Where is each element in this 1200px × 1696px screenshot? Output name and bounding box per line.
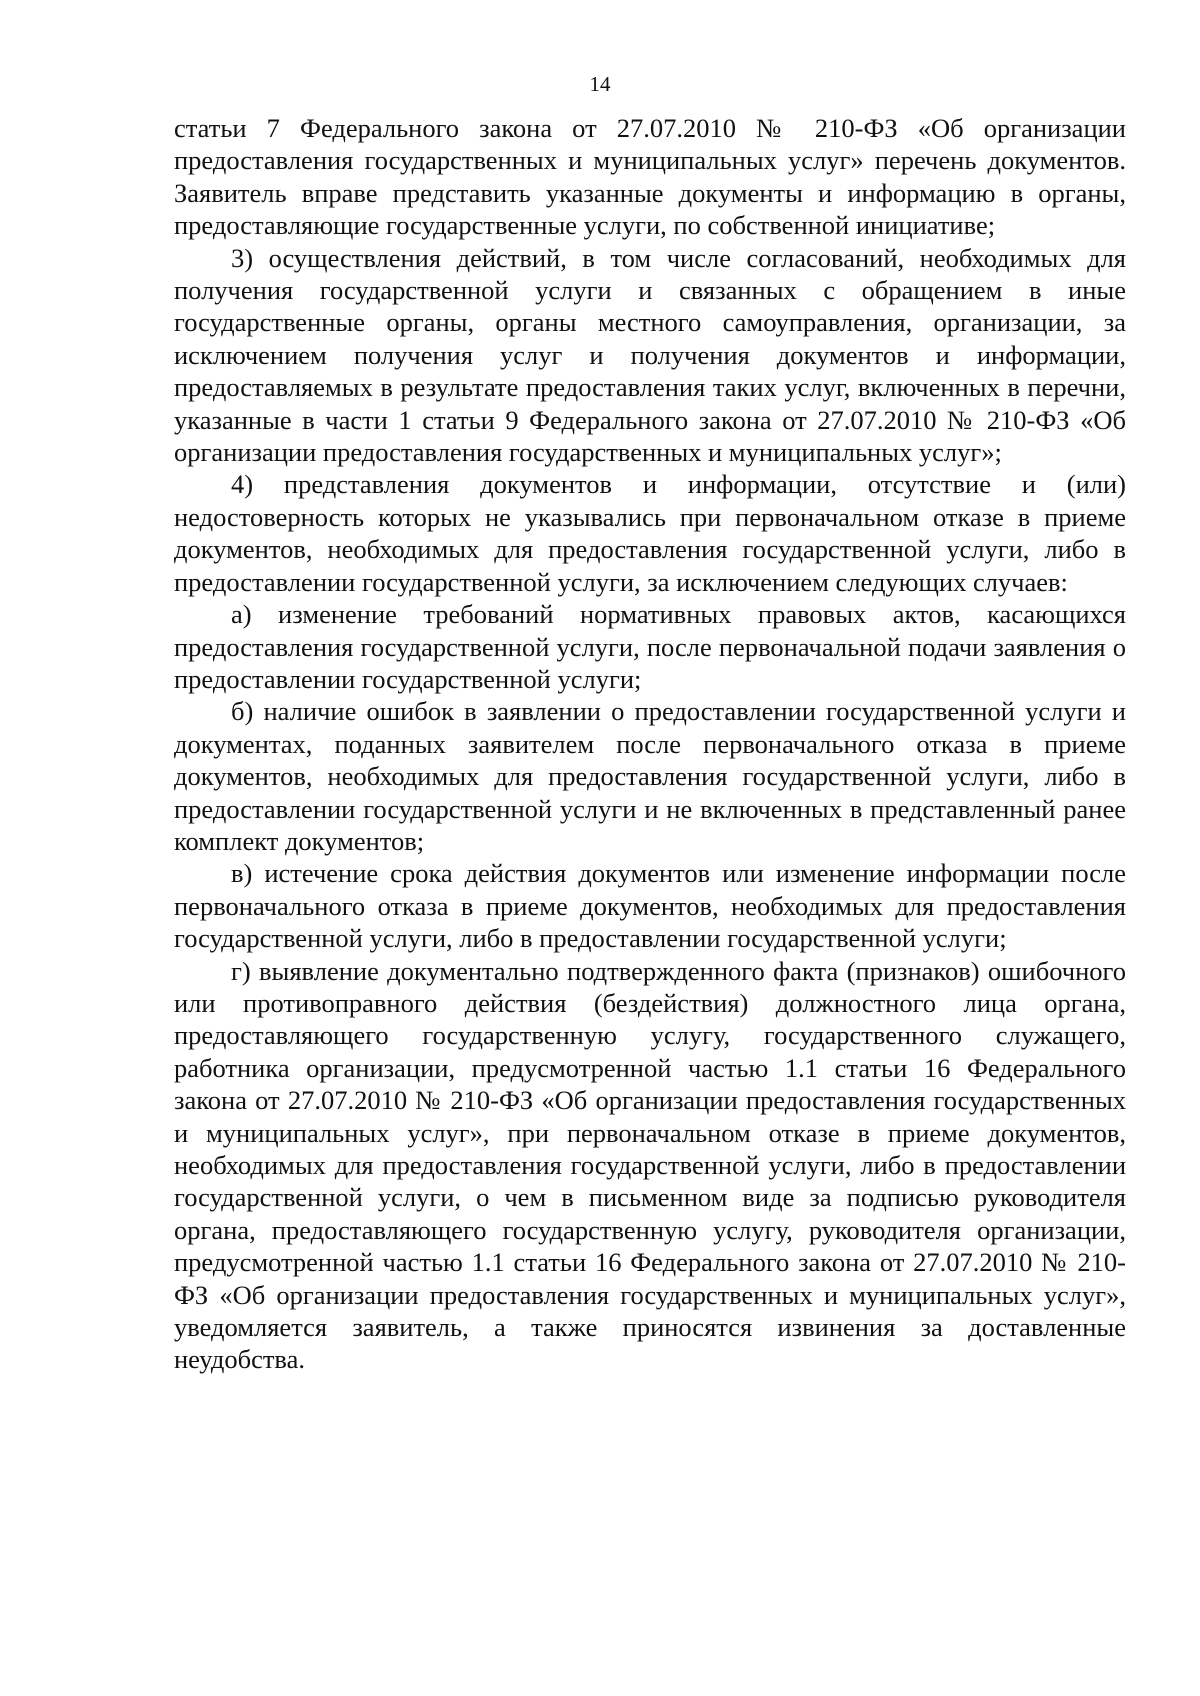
paragraph-subitem-a: а) изменение требований нормативных правовых актов, касающихся предоставления государственной услуги, после первоначальной подачи заявления о предоставлении государственной услуги; <box>174 599 1126 694</box>
paragraph-continuation: статьи 7 Федерального закона от 27.07.2010 № 210-ФЗ «Об организации предоставления государственных и муниципальных услуг» перечень документов. Заявитель вправе представить указанные документы и информацию в органы, предоставляющие государственные услуги, по собственной инициативе; <box>174 113 1126 241</box>
paragraph-subitem-v: в) истечение срока действия документов или изменение информации после первоначального отказа в приеме документов, необходимых для предоставления государственной услуги, либо в предоставлении государственной услуги; <box>174 858 1126 954</box>
paragraph-subitem-b: б) наличие ошибок в заявлении о предоставлении государственной услуги и документах, поданных заявителем после первоначального отказа в приеме документов, необходимых для предоставления государственной услуги, либо в предоставлении государственной услуги и не включенных в представленный ранее комплект документов; <box>174 696 1126 856</box>
page-number: 14 <box>589 72 611 96</box>
paragraph-item-4: 4) представления документов и информации, отсутствие и (или) недостоверность которых не указывались при первоначальном отказе в приеме документов, необходимых для предоставления государственной услуги, либо в предоставлении государственной услуги, за исключением следующих случаев: <box>174 469 1126 597</box>
paragraph-item-3: 3) осуществления действий, в том числе согласований, необходимых для получения государственной услуги и связанных с обращением в иные государственные органы, органы местного самоуправления, организации, за исключением получения услуг и получения документов и информации, предоставляемых в результате предоставления таких услуг, включенных в перечни, указанные в части 1 статьи 9 Федерального закона от 27.07.2010 № 210-ФЗ «Об организации предоставления государственных и муниципальных услуг»; <box>174 242 1126 468</box>
paragraph-subitem-g: г) выявление документально подтвержденного факта (признаков) ошибочного или противоправного действия (бездействия) должностного лица органа, предоставляющего государственную услугу, государственного служащего, работника организации, предусмотренной частью 1.1 статьи 16 Федерального закона от 27.07.2010 № 210-ФЗ «Об организации предоставления государственных и муниципальных услуг», при первоначальном отказе в приеме документов, необходимых для предоставления государственной услуги, либо в предоставлении государственной услуги, о чем в письменном виде за подписью руководителя органа, предоставляющего государственную услугу, руководителя организации, предусмотренной частью 1.1 статьи 16 Федерального закона от 27.07.2010 № 210-ФЗ «Об организации предоставления государственных и муниципальных услуг», уведомляется заявитель, а также приносятся извинения за доставленные неудобства. <box>174 955 1126 1375</box>
document-body <box>174 112 1126 1376</box>
